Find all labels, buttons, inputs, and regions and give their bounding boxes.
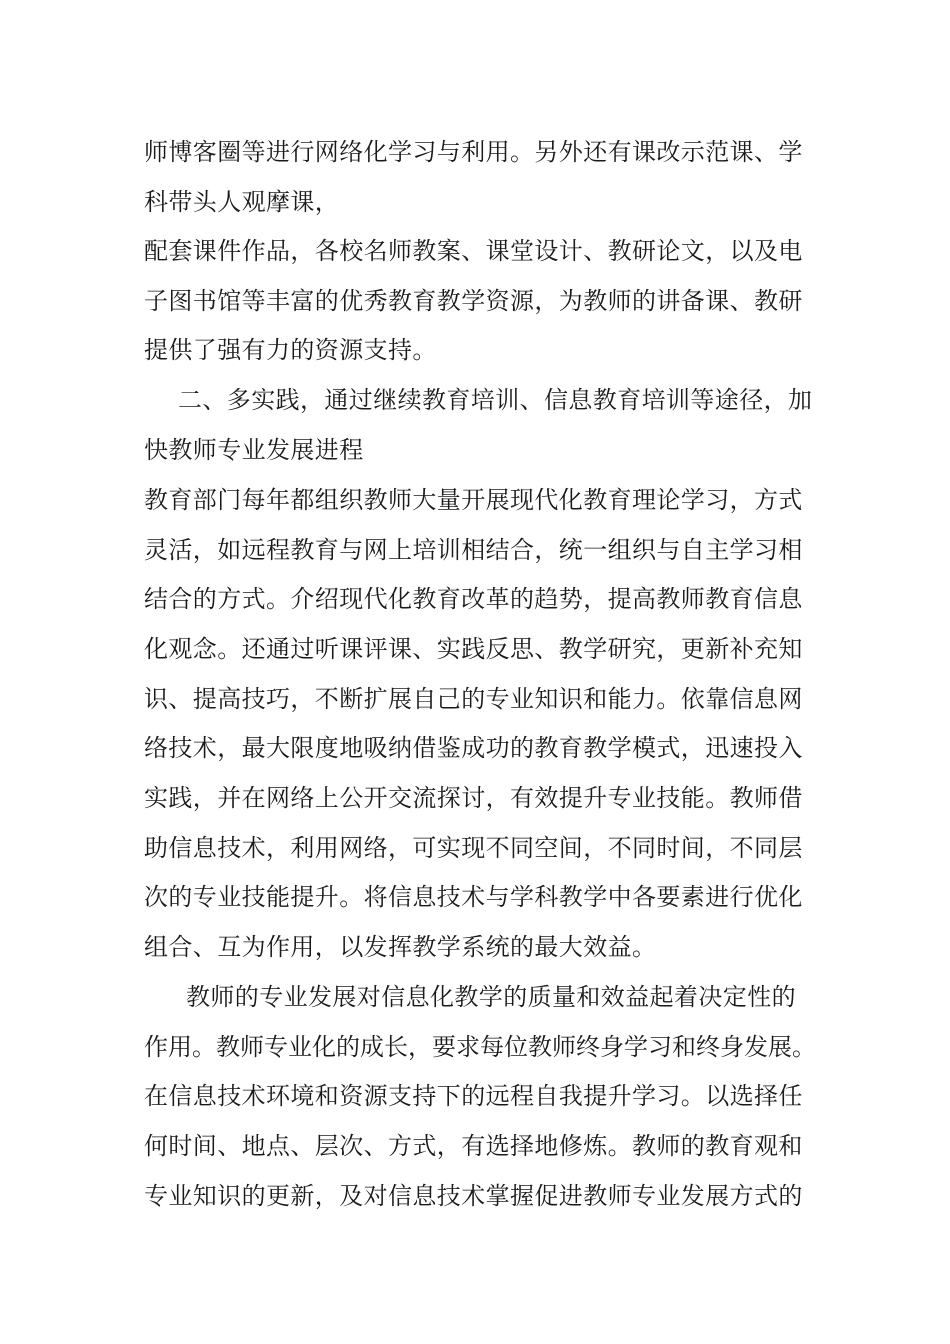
text-line-19: 作用。教师专业化的成长，要求每位教师终身学习和终身发展。 <box>144 1033 816 1061</box>
text-line-22: 专业知识的更新，及对信息技术掌握促进教师专业发展方式的 <box>144 1182 803 1210</box>
text-line-8: 教育部门每年都组织教师大量开展现代化教育理论学习，方式 <box>144 486 803 514</box>
section-heading-line-2: 快教师专业发展进程 <box>144 436 364 464</box>
text-line-3: 配套课件作品，各校名师教案、课堂设计、教研论文，以及电 <box>144 237 803 265</box>
text-line-9: 灵活，如远程教育与网上培训相结合，统一组织与自主学习相 <box>144 536 803 564</box>
text-line-10: 结合的方式。介绍现代化教育改革的趋势，提高教师教育信息 <box>144 585 803 613</box>
text-line-4: 子图书馆等丰富的优秀教育教学资源，为教师的讲备课、教研 <box>144 287 803 315</box>
text-line-21: 何时间、地点、层次、方式，有选择地修炼。教师的教育观和 <box>144 1132 803 1160</box>
text-line-12: 识、提高技巧，不断扩展自己的专业知识和能力。依靠信息网 <box>144 685 803 713</box>
text-line-20: 在信息技术环境和资源支持下的远程自我提升学习。以选择任 <box>144 1082 803 1110</box>
text-line-11: 化观念。还通过听课评课、实践反思、教学研究，更新补充知 <box>144 635 803 663</box>
text-line-1: 师博客圈等进行网络化学习与利用。另外还有课改示范课、学 <box>144 138 803 166</box>
text-line-14: 实践，并在网络上公开交流探讨，有效提升专业技能。教师借 <box>144 784 803 812</box>
section-heading-line-1: 二、多实践，通过继续教育培训、信息教育培训等途径，加 <box>178 386 813 414</box>
text-line-16: 次的专业技能提升。将信息技术与学科教学中各要素进行优化 <box>144 883 803 911</box>
text-line-2: 科带头人观摩课， <box>144 188 340 216</box>
text-line-5: 提供了强有力的资源支持。 <box>144 336 437 364</box>
paragraph-start-line: 教师的专业发展对信息化教学的质量和效益起着决定性的 <box>186 983 796 1011</box>
text-line-13: 络技术，最大限度地吸纳借鉴成功的教育教学模式，迅速投入 <box>144 734 803 762</box>
text-line-17: 组合、互为作用，以发挥教学系统的最大效益。 <box>144 933 657 961</box>
text-line-15: 助信息技术，利用网络，可实现不同空间，不同时间，不同层 <box>144 834 803 862</box>
